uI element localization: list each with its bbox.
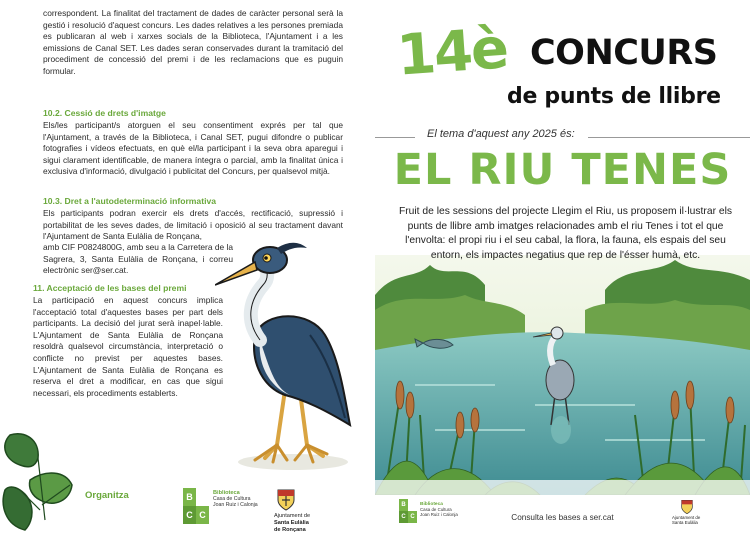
rules-link-text: Consulta les bases a ser.cat: [511, 513, 614, 522]
section-text-self-determination-b: amb CIF P0824800G, amb seu a la Carretera de la Sagrera, 3, Santa Eulàlia de Ronçana, i correu electrònic ser@ser.cat.: [43, 242, 233, 276]
theme-title: EL RIU TENES: [393, 145, 732, 195]
section-title-self-determination: 10.3. Dret a l'autodeterminació informativa: [43, 196, 217, 206]
logo-letter-c2: C: [196, 506, 209, 524]
contest-subtitle: de punts de llibre: [507, 84, 721, 109]
library-logo-small-text: Biblioteca Casa de Cultura Joan Ruiz i Calonja: [420, 502, 458, 518]
section-title-image-rights: 10.2. Cessió de drets d'imatge: [43, 108, 166, 118]
theme-rule-right: [588, 137, 750, 138]
library-logo: [183, 488, 209, 524]
town-hall-logo-text: Ajuntament de Santa Eulàlia de Ronçana: [274, 513, 311, 533]
logo-letter-b: B: [183, 488, 196, 506]
town-hall-shield-icon: [276, 488, 296, 512]
data-protection-paragraph: correspondent. La finalitat del tractament de dades de caràcter personal serà la gestió i resolució d'aquest concurs. Les dades relatives a les persones premiada es publicaran al web i xarxes socials de la Biblioteca, l'Ajuntament i a les emissions de Canal SET. Les dades seran conservades durant la tramitació del procediment de concessió del premi i de les reclamacions que es puguin formular.: [43, 8, 343, 76]
right-page: [375, 0, 750, 533]
left-footer: [0, 478, 375, 533]
theme-rule-left: [375, 137, 415, 138]
section-text-self-determination-a: Els participants podran exercir els drets d'accés, rectificació, supressió i portabilitat de les seves dades, de limitació i oposició al seu tractament davant l'Ajuntament de Santa Eulàlia de Ronçana,: [43, 208, 343, 242]
town-hall-small-text: Ajuntament de Santa Eulàlia: [672, 515, 701, 526]
section-text-acceptance: La participació en aquest concurs implica l'acceptació total d'aquestes bases per part dels participants. La decisió del jurat serà inapel·lable. L'Ajuntament de Santa Eulàlia de Ronçana resoldrà qualsevol circumstància, interpretació o conflicte no previst per aquestes bases. L'Ajuntament de Santa Eulàlia de Ronçana es reserva el dret a modificar, en cas que sigui necessari, els procediments establerts.: [33, 295, 223, 398]
town-hall-shield-small-icon: [680, 499, 694, 515]
library-logo-small: B C C: [399, 499, 417, 523]
section-title-acceptance: 11. Acceptació de les bases del premi: [33, 283, 187, 293]
library-logo-text: Biblioteca Casa de Cultura Joan Ruiz i Calonja: [213, 490, 258, 509]
theme-description: Fruit de les sessions del projecte Llegim el Riu, us proposem il·lustrar els punts de llibre amb imatges relacionades amb el riu Tenes i tot el que l'envolta: el propi riu i el seu cabal, la flora, la fauna, els espais del seu entorn, els impactes negatius que rep de l'ésser humà, etc.: [398, 206, 733, 261]
heron-illustration: [215, 240, 365, 475]
section-text-image-rights: Els/les participant/s atorguen el seu consentiment exprés per tal que l'Ajuntament, a través de la Biblioteca, i Canal SET, pugui difondre o publicar fotografies i vídeos efectuats, en què el/la participant i la seva obra aparegui i sigui clarament identificable, de manera íntegra o parcial, amb la finalitat única i exclusiva d'informació, divulgació i publicitat del Concurs, per qualsevol mitjà.: [43, 120, 343, 177]
contest-word: CONCURS: [530, 33, 718, 73]
edition-number: 14è: [394, 16, 510, 89]
logo-letter-c1: C: [183, 506, 196, 524]
theme-intro: El tema d'aquest any 2025 és:: [427, 128, 575, 140]
organizer-label: Organitza: [85, 490, 129, 501]
river-landscape-illustration: [375, 255, 750, 495]
